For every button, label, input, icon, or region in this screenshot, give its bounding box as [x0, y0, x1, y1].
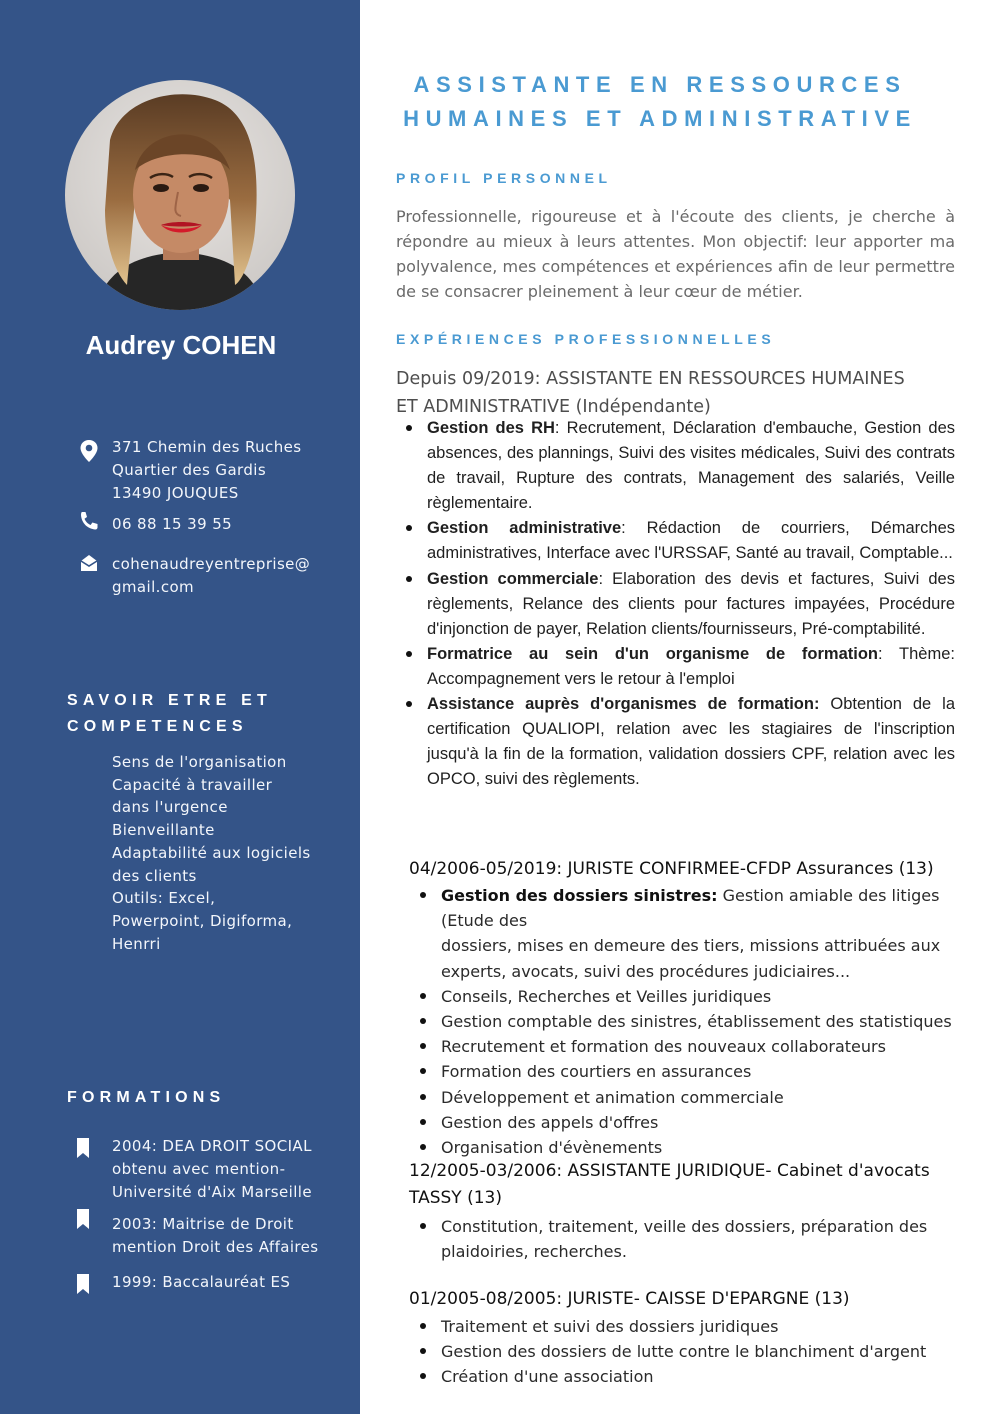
profile-photo: [65, 80, 295, 310]
formation-text: [112, 1213, 319, 1259]
profile-heading: PROFIL PERSONNEL: [396, 170, 612, 186]
formation-line: obtenu avec mention-: [112, 1160, 286, 1178]
list-item: [427, 567, 955, 642]
item-line: dossiers, mises en demeure des tiers, missions attribuées aux: [441, 936, 941, 956]
email-line: gmail.com: [112, 578, 195, 596]
formation-line: 2004: DEA DROIT SOCIAL: [112, 1137, 312, 1155]
item-line: [441, 883, 971, 933]
list-item: Gestion des dossiers de lutte contre le blanchiment d'argent: [441, 1339, 971, 1364]
job3-header-line: TASSY (13): [409, 1188, 502, 1208]
skill-line: Bienveillante: [112, 821, 215, 840]
skills-heading: [67, 688, 272, 740]
list-item: Gestion des appels d'offres: [441, 1110, 971, 1135]
phone-icon: [76, 509, 102, 535]
job1-header-line: Depuis 09/2019: ASSISTANTE EN RESSOURCES HUMAINES: [396, 369, 905, 389]
item-text: : Rédaction de courriers, Démarches administratives, Interface avec l'URSSAF, Santé au travail, Comptable...: [427, 519, 955, 563]
item-title: Gestion administrative: [427, 519, 622, 538]
skill-line: Outils: Excel,: [112, 889, 216, 908]
email-address: [112, 553, 310, 599]
address-line: 371 Chemin des Ruches: [112, 438, 302, 456]
list-item: [427, 516, 955, 566]
list-item: [441, 883, 971, 984]
job3-header: [409, 1158, 969, 1212]
formation-line: mention Droit des Affaires: [112, 1238, 319, 1256]
list-item: [427, 416, 955, 516]
bookmark-icon: [76, 1209, 90, 1229]
list-item: Recrutement et formation des nouveaux collaborateurs: [441, 1034, 971, 1059]
item-title: Gestion des RH: [427, 419, 555, 437]
bookmark-icon: [76, 1274, 90, 1294]
email-line: cohenaudreyentreprise@: [112, 555, 311, 573]
item-text: : Recrutement, Déclaration d'embauche, Gestion des absences, des plannings, Suivi des visites médicales, Suivi des contrats de travail, Rupture des contrats, Management des salariés, Veille règlementaire.: [427, 419, 956, 513]
list-item: Traitement et suivi des dossiers juridiques: [441, 1314, 971, 1339]
formation-line: Université d'Aix Marseille: [112, 1183, 312, 1201]
phone-number: 06 88 15 39 55: [112, 515, 233, 533]
skill-line: Powerpoint, Digiforma,: [112, 911, 293, 930]
skill-line: Henrri: [112, 934, 161, 953]
job3-header-line: 12/2005-03/2006: ASSISTANTE JURIDIQUE- Cabinet d'avocats: [409, 1161, 930, 1181]
item-line: plaidoiries, recherches.: [441, 1242, 627, 1262]
job2-list: [441, 883, 971, 1160]
sidebar: [0, 0, 360, 1414]
bookmark-icon: [76, 1138, 90, 1158]
job4-header: 01/2005-08/2005: JURISTE- CAISSE D'EPARGNE (13): [409, 1289, 850, 1309]
list-item: Conseils, Recherches et Veilles juridiques: [441, 984, 971, 1009]
experiences-heading: EXPÉRIENCES PROFESSIONNELLES: [396, 331, 776, 347]
item-text: Obtention de la certification QUALIOPI, relation avec les stagiaires de l'inscription jusqu'à la fin de la formation, validation dossiers CPF, relation avec les OPCO, suivi des règlements.: [427, 695, 956, 789]
job-title: [370, 68, 950, 136]
skill-line: Adaptabilité aux logiciels: [112, 843, 311, 862]
profile-text: Professionnelle, rigoureuse et à l'écoute des clients, je cherche à répondre au mieux à leurs attentes. Mon objectif: leur apporter ma polyvalence, mes compétences et expériences afin de leur permettre de se consacrer pleinement à leur cœur de métier.: [396, 207, 955, 301]
envelope-icon: [76, 551, 102, 577]
skill-line: Capacité à travailler: [112, 775, 273, 794]
item-line: Constitution, traitement, veille des dossiers, préparation des: [441, 1217, 928, 1236]
job-title-line: HUMAINES ET ADMINISTRATIVE: [403, 106, 917, 131]
skill-line: Sens de l'organisation: [112, 753, 287, 771]
candidate-name: Audrey COHEN: [85, 330, 277, 360]
job2-header: 04/2006-05/2019: JURISTE CONFIRMEE-CFDP Assurances (13): [409, 859, 934, 879]
list-item: Gestion comptable des sinistres, établissement des statistiques: [441, 1009, 971, 1034]
formation-line: 1999: Baccalauréat ES: [112, 1273, 291, 1291]
formation-line: 2003: Maitrise de Droit: [112, 1215, 294, 1233]
job-title-line: ASSISTANTE EN RESSOURCES: [413, 72, 907, 97]
job3-list: [441, 1214, 971, 1264]
item-title: Gestion des dossiers sinistres:: [441, 886, 718, 905]
job1-list: [427, 416, 955, 792]
job1-header: [396, 365, 956, 421]
item-text: Gestion amiable des litiges (Etude des: [441, 886, 940, 931]
job4-list: [441, 1314, 971, 1390]
skills-heading-line: SAVOIR ETRE ET: [67, 692, 272, 709]
item-title: Assistance auprès d'organismes de formation:: [427, 695, 820, 714]
item-title: Gestion commerciale: [427, 569, 599, 588]
skills-heading-line: COMPETENCES: [67, 718, 248, 735]
address-line: 13490 JOUQUES: [112, 484, 239, 502]
list-item: Création d'une association: [441, 1364, 971, 1389]
location-pin-icon: [76, 438, 102, 464]
list-item: Organisation d'évènements: [441, 1135, 971, 1160]
formation-text: [112, 1271, 290, 1294]
list-item: Développement et animation commerciale: [441, 1085, 971, 1110]
skill-line: dans l'urgence: [112, 798, 228, 817]
list-item: [427, 692, 955, 792]
formations-heading: FORMATIONS: [67, 1089, 226, 1106]
list-item: [441, 1214, 971, 1264]
job1-header-line: ET ADMINISTRATIVE (Indépendante): [396, 397, 711, 417]
list-item: [427, 642, 955, 692]
address-text: [112, 436, 301, 505]
list-item: Formation des courtiers en assurances: [441, 1059, 971, 1084]
formation-text: [112, 1135, 312, 1204]
item-text: : Thème: Accompagnement vers le retour à l'emploi: [427, 644, 955, 688]
item-line: experts, avocats, suivi des procédures judiciaires...: [441, 961, 851, 981]
skills-list: [112, 751, 342, 955]
address-line: Quartier des Gardis: [112, 461, 267, 479]
item-title: Formatrice au sein d'un organisme de formation: [427, 644, 879, 663]
item-text: : Elaboration des devis et factures, Suivi des règlements, Relance des clients pour factures impayées, Procédure d'injonction de payer, Relation clients/fournisseurs, Pré-comptabilité.: [427, 569, 955, 638]
skill-line: des clients: [112, 866, 197, 885]
